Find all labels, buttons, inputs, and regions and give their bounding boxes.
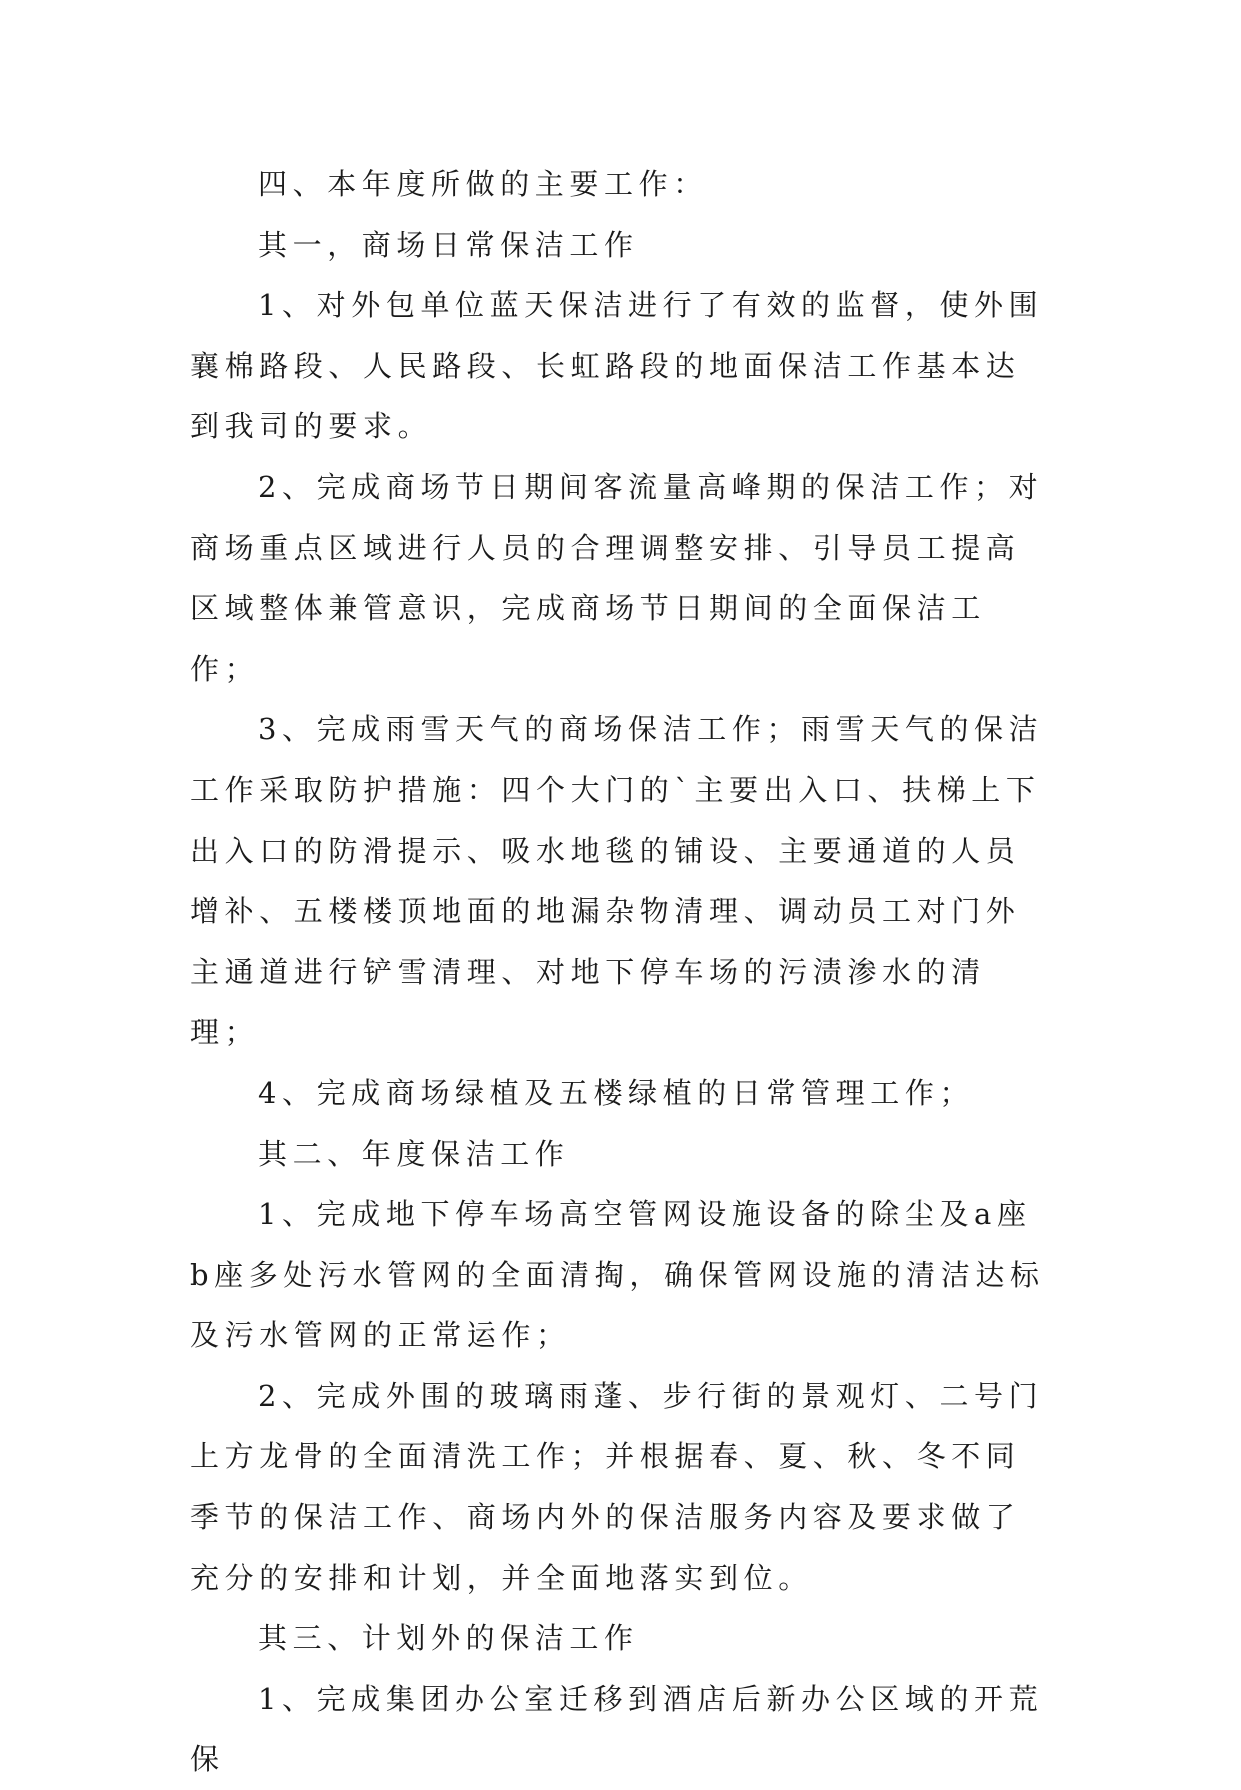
subsection-heading: 其一，商场日常保洁工作 [258,227,639,262]
body-paragraph: 1、对外包单位蓝天保洁进行了有效的监督，使外围襄棉路段、人民路段、长虹路段的地面保洁工作基本达到我司的要求。 [190,288,1044,444]
section-heading: 四、本年度所做的主要工作： [258,167,708,201]
body-paragraph: 1、完成集团办公室迁移到酒店后新办公区域的开荒保 [190,1681,1044,1777]
body-paragraph: 1、完成地下停车场高空管网设施设备的除尘及a座b座多处污水管网的全面清掏，确保管网设施的清洁达标及污水管网的正常运作； [190,1197,1045,1353]
body-paragraph: 2、完成商场节日期间客流量高峰期的保洁工作；对商场重点区域进行人员的合理调整安排、引导员工提高区域整体兼管意识，完成商场节日期间的全面保洁工作； [190,469,1044,686]
document-page [190,154,1046,1790]
subsection-heading: 其二、年度保洁工作 [258,1136,570,1171]
body-paragraph: 2、完成外围的玻璃雨蓬、步行街的景观灯、二号门上方龙骨的全面清洗工作；并根据春、夏、秋、冬不同季节的保洁工作、商场内外的保洁服务内容及要求做了充分的安排和计划，并全面地落实到位。 [190,1378,1044,1595]
subsection-heading: 其三、计划外的保洁工作 [258,1621,639,1656]
body-paragraph: 4、完成商场绿植及五楼绿植的日常管理工作； [258,1075,975,1110]
body-paragraph: 3、完成雨雪天气的商场保洁工作；雨雪天气的保洁工作采取防护措施：四个大门的`主要出入口、扶梯上下出入口的防滑提示、吸水地毯的铺设、主要通道的人员增补、五楼楼顶地面的地漏杂物清理、调动员工对门外主通道进行铲雪清理、对地下停车场的污渍渗水的清理； [190,712,1044,1050]
